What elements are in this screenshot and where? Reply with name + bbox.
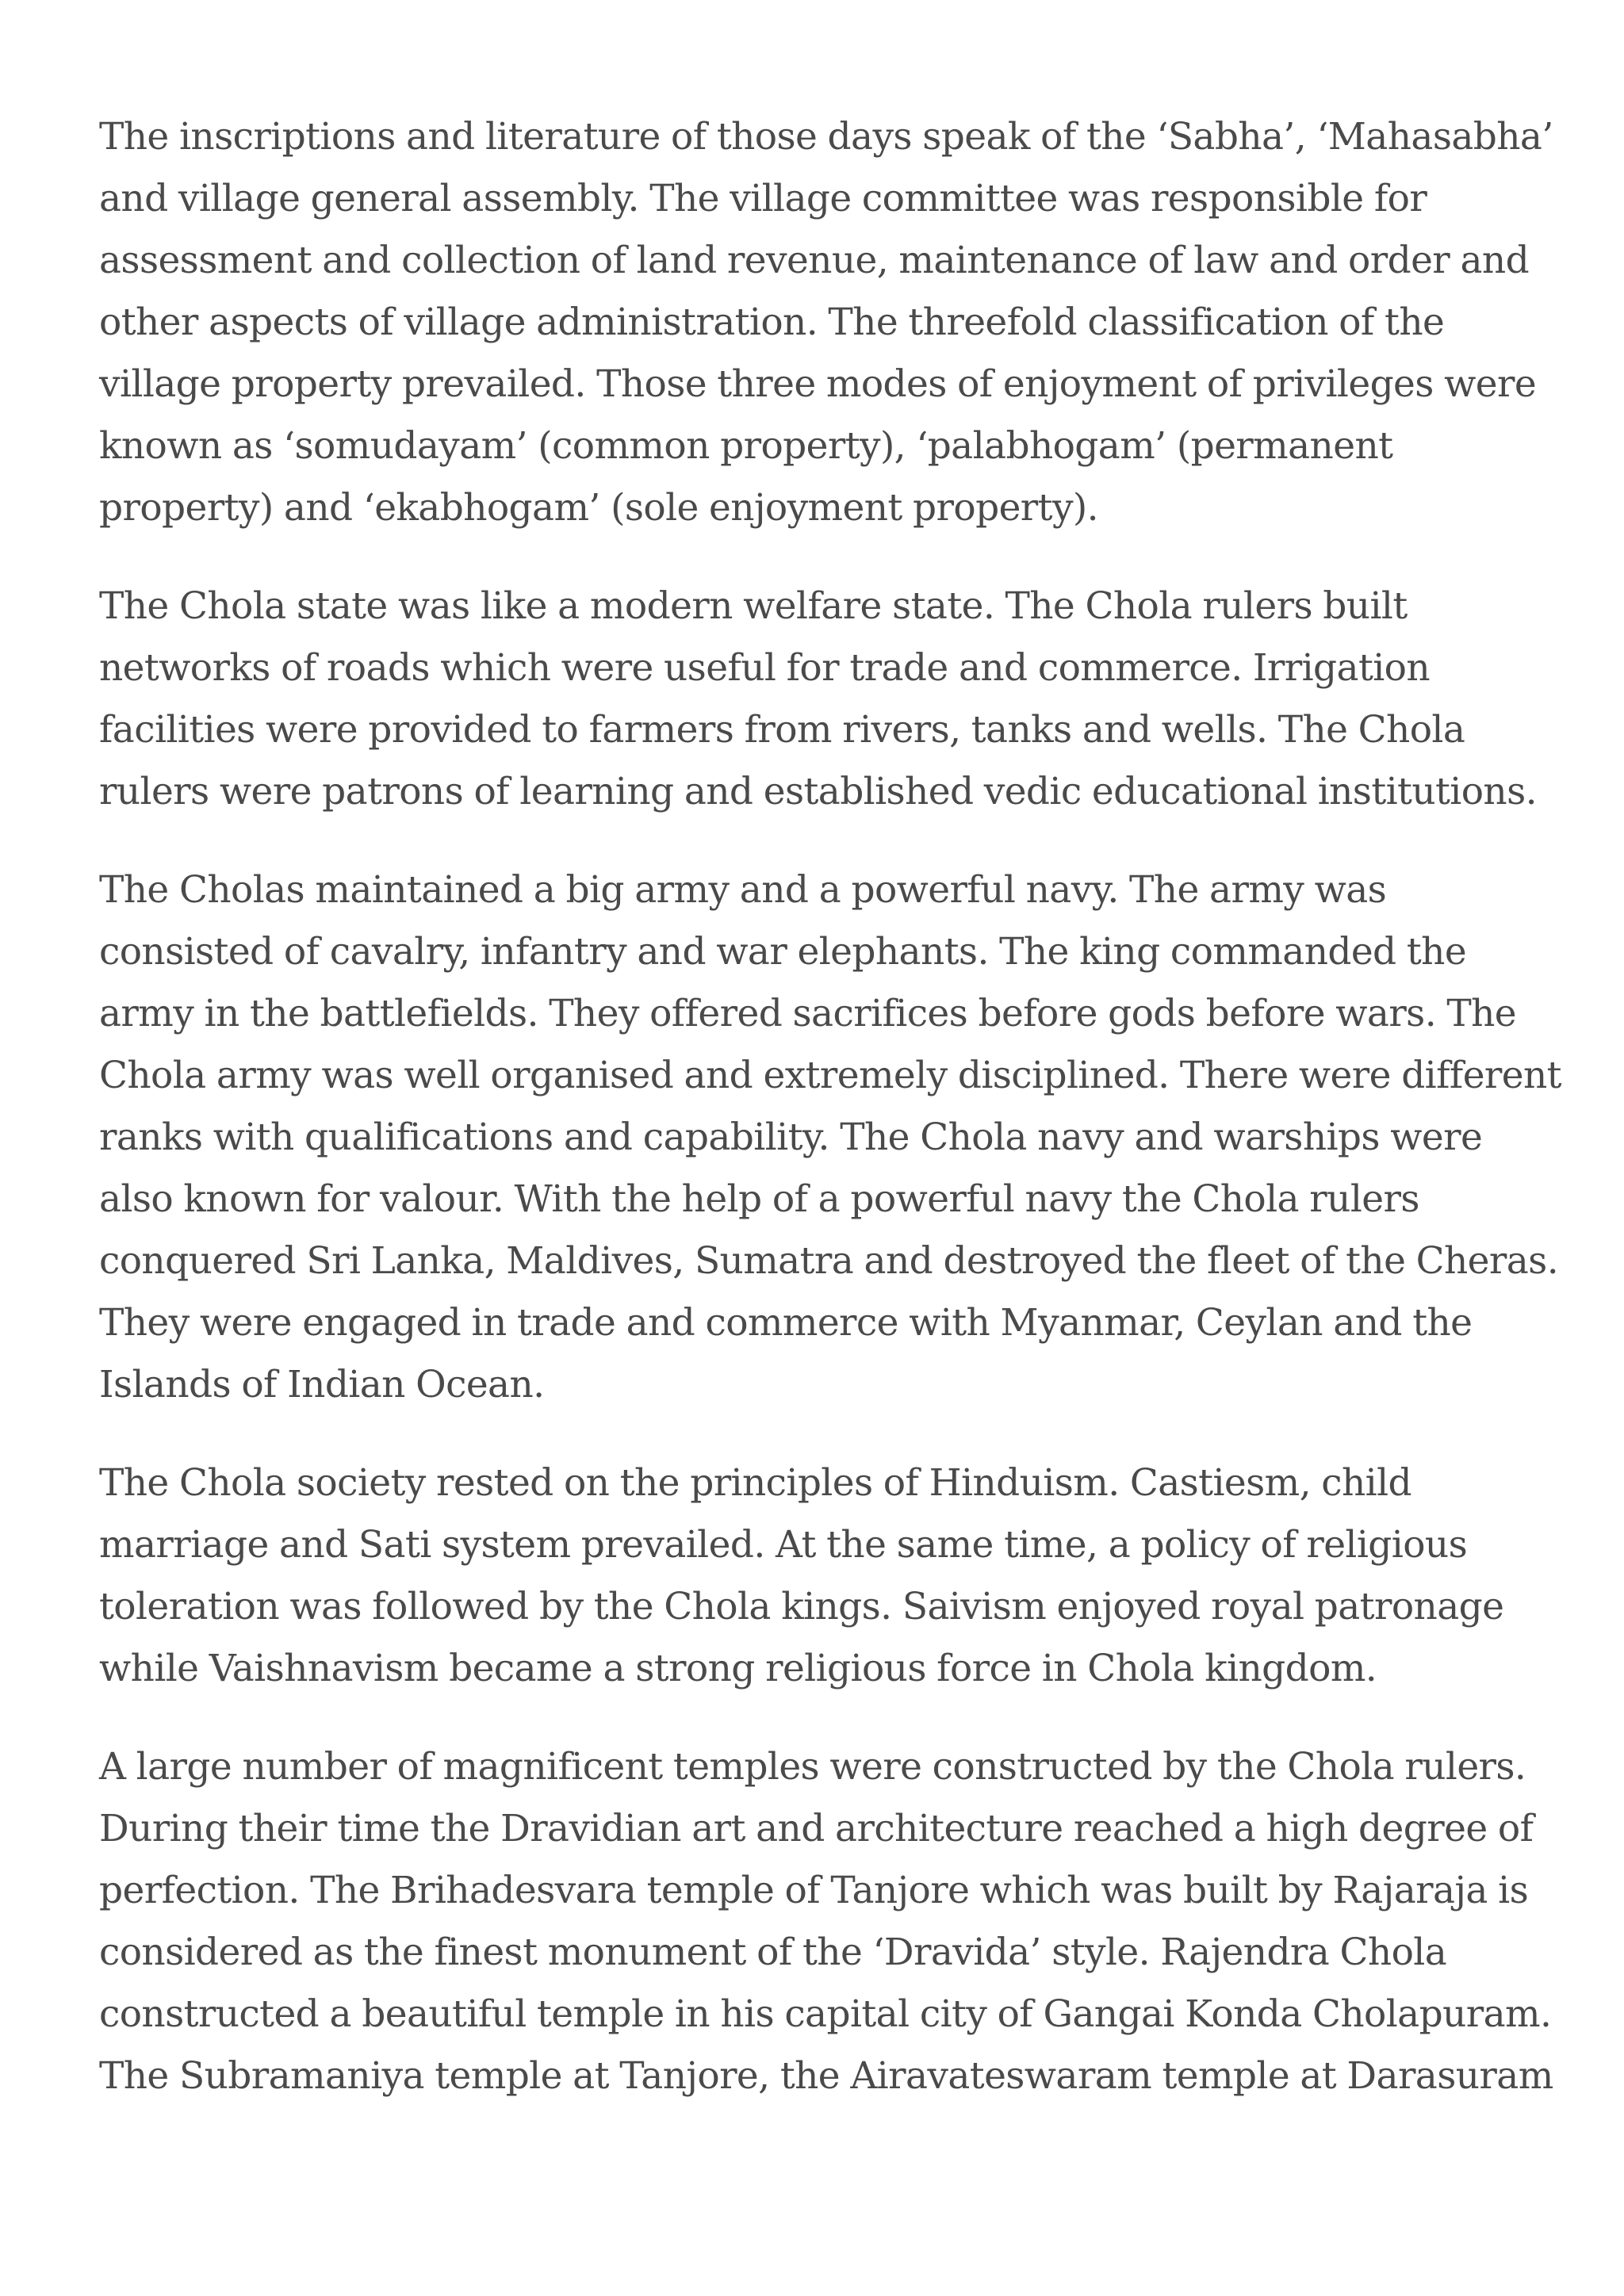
text-line: army in the battlefields. They offered sacrifices before gods before wars. The — [99, 992, 1517, 1035]
text-line: constructed a beautiful temple in his capital city of Gangai Konda Cholapuram. — [99, 1992, 1552, 2036]
text-line: networks of roads which were useful for trade and commerce. Irrigation — [99, 646, 1431, 690]
paragraph-welfare-state — [99, 576, 1542, 823]
text-line: while Vaishnavism became a strong religious force in Chola kingdom. — [99, 1647, 1377, 1690]
text-line: conquered Sri Lanka, Maldives, Sumatra and destroyed the fleet of the Cheras. — [99, 1239, 1559, 1283]
text-line: ranks with qualifications and capability. The Chola navy and warships were — [99, 1115, 1483, 1159]
text-line: Islands of Indian Ocean. — [99, 1363, 545, 1406]
text-line: considered as the finest monument of the ‘Dravida’ style. Rajendra Chola — [99, 1931, 1447, 1974]
text-line: The inscriptions and literature of those days speak of the ‘Sabha’, ‘Mahasabha’ — [99, 115, 1553, 159]
text-line: perfection. The Brihadesvara temple of Tanjore which was built by Rajaraja is — [99, 1869, 1529, 1912]
text-line: The Chola society rested on the principles of Hinduism. Castiesm, child — [99, 1461, 1412, 1505]
text-line: known as ‘somudayam’ (common property), ‘palabhogam’ (permanent — [99, 424, 1393, 468]
text-line: The Cholas maintained a big army and a powerful navy. The army was — [99, 868, 1387, 912]
text-line: rulers were patrons of learning and established vedic educational institutions. — [99, 770, 1537, 813]
text-line: also known for valour. With the help of a powerful navy the Chola rulers — [99, 1177, 1419, 1221]
text-line: other aspects of village administration. The threefold classification of the — [99, 300, 1445, 344]
document-page — [99, 106, 1561, 2144]
text-line: facilities were provided to farmers from rivers, tanks and wells. The Chola — [99, 708, 1465, 752]
text-line: They were engaged in trade and commerce with Myanmar, Ceylan and the — [99, 1301, 1473, 1345]
paragraph-society — [99, 1452, 1542, 1700]
text-line: assessment and collection of land revenue, maintenance of law and order and — [99, 239, 1530, 282]
text-line: The Subramaniya temple at Tanjore, the Airavateswaram temple at Darasuram — [99, 2054, 1553, 2098]
paragraph-village-assembly — [99, 106, 1553, 539]
text-line: A large number of magnificent temples were constructed by the Chola rulers. — [99, 1745, 1526, 1789]
text-line: village property prevailed. Those three modes of enjoyment of privileges were — [99, 362, 1537, 406]
text-line: and village general assembly. The village committee was responsible for — [99, 177, 1427, 220]
text-line: marriage and Sati system prevailed. At the same time, a policy of religious — [99, 1523, 1468, 1567]
text-line: consisted of cavalry, infantry and war elephants. The king commanded the — [99, 930, 1467, 974]
text-line: toleration was followed by the Chola kings. Saivism enjoyed royal patronage — [99, 1585, 1504, 1628]
text-line: Chola army was well organised and extremely disciplined. There were different — [99, 1054, 1561, 1097]
paragraph-army-navy — [99, 859, 1561, 1416]
paragraph-temples — [99, 1736, 1553, 2107]
text-line: property) and ‘ekabhogam’ (sole enjoyment property). — [99, 486, 1098, 530]
text-line: The Chola state was like a modern welfare state. The Chola rulers built — [99, 584, 1408, 628]
text-line: During their time the Dravidian art and architecture reached a high degree of — [99, 1807, 1534, 1850]
